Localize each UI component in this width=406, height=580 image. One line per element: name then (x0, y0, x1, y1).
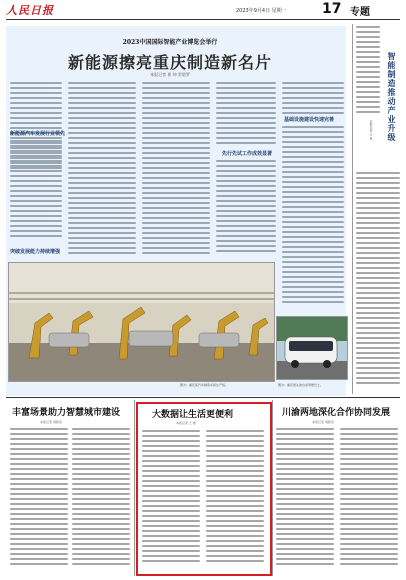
feature-column-2 (68, 82, 136, 257)
feature-subhead-2: 先行先试工作成效显著 (222, 151, 273, 157)
sidebar-author: 本报记者 王 俊 (369, 120, 373, 140)
autonomous-bus-photo (276, 316, 348, 380)
feature-byline: 本报记者 崔 坤 常碧罗 (150, 72, 190, 77)
masthead-rule (6, 19, 400, 20)
feature-subhead-3: 基础设施建设快速完善 (284, 117, 335, 123)
sidebar-title: 智能制造推动产业升级 (387, 52, 396, 142)
factory-photo-caption: 图为：重庆某汽车制造车间生产线。 (180, 383, 229, 387)
feature-column-3 (142, 82, 210, 257)
feature-kicker: 2023中国国际智能产业博览会举行 (122, 39, 218, 46)
right-story-title: 川渝两地深化合作协同发展 (282, 408, 391, 418)
feature-bottom-rule (6, 397, 400, 398)
feature-subhead-1: 新能源汽车发展行业领先 (10, 131, 66, 137)
page-number: 17 (322, 1, 342, 17)
feature-column-4b (216, 160, 276, 255)
sidebar-column-bottom (356, 172, 400, 387)
factory-photo (8, 262, 275, 382)
right-story-column-1 (276, 428, 334, 568)
bus-photo-caption: 图为：重庆街头的自动驾驶巴士。 (278, 383, 324, 387)
left-story-column-1 (10, 428, 68, 568)
bottom-divider-left (134, 400, 135, 576)
center-story-title: 大数据让生活更便利 (152, 410, 234, 420)
sidebar-divider (352, 24, 353, 394)
center-story-column-2 (206, 430, 264, 565)
right-story-column-2 (340, 428, 398, 568)
feature-column-5b (282, 126, 344, 306)
feature-column-1b (10, 140, 62, 240)
left-story-byline: 本报记者 刘新亮 (40, 420, 62, 424)
feature-subhead-4: 突破发展能力持续增强 (10, 249, 61, 255)
newspaper-logo: 人民日报 (6, 4, 54, 17)
feature-headline: 新能源擦亮重庆制造新名片 (67, 53, 272, 72)
feature-column-5 (282, 82, 344, 117)
center-story-byline: 本报记者 王 俊 (176, 421, 196, 425)
section-label: 专题 (350, 7, 370, 18)
issue-date: 2023年9月4日 星期一 (236, 8, 287, 14)
sidebar-column-top (356, 26, 380, 116)
left-story-title: 丰富场景助力智慧城市建设 (12, 408, 121, 418)
bottom-divider-right (272, 400, 273, 576)
feature-column-4 (216, 82, 276, 147)
right-story-byline: 本报记者 刘新亮 (312, 420, 334, 424)
center-story-column-1 (142, 430, 200, 565)
left-story-column-2 (72, 428, 130, 568)
